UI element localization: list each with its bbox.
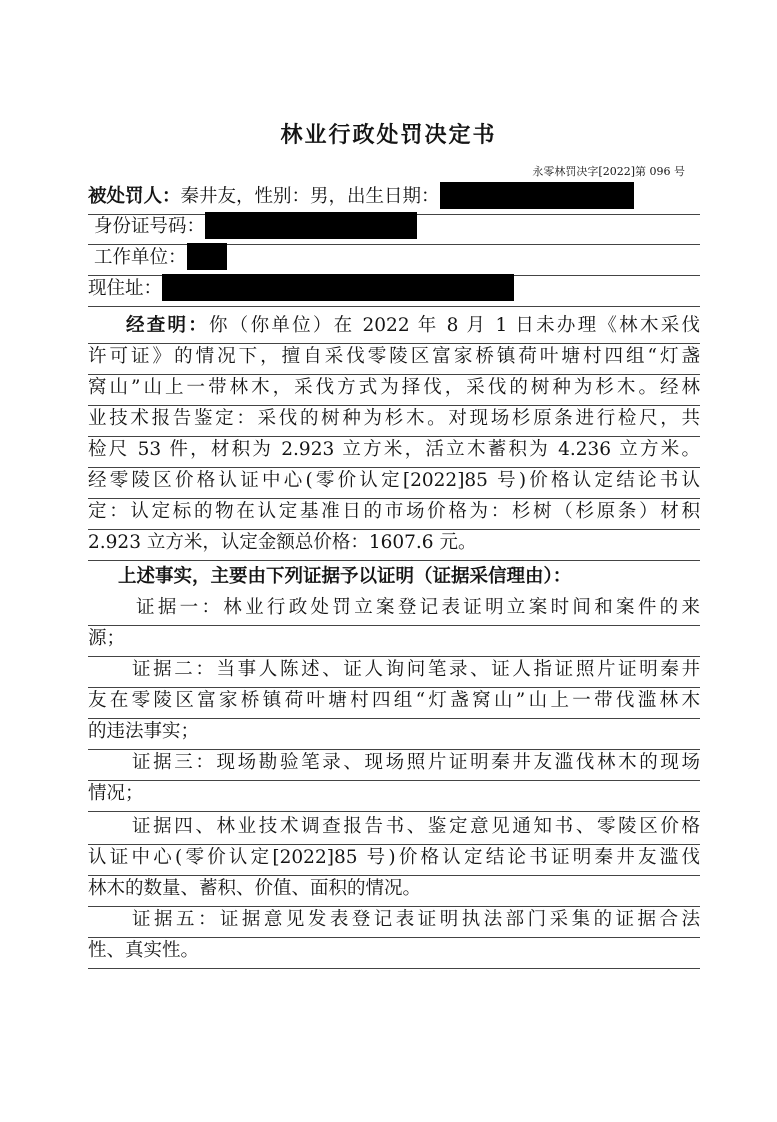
findings-line-1: 经查明：你（你单位）在 2022 年 8 月 1 日未办理《林木采伐 bbox=[88, 311, 700, 344]
evidence-2-line-3: 的违法事实； bbox=[88, 717, 700, 750]
redaction-id-number bbox=[205, 212, 417, 239]
findings-line-5: 检尺 53 件，材积为 2.923 立方米，活立木蓄积为 4.236 立方米。 bbox=[88, 435, 700, 468]
findings-line-7: 定：认定标的物在认定基准日的市场价格为：杉树（杉原条）材积 bbox=[88, 497, 700, 530]
findings-line-2: 许可证》的情况下，擅自采伐零陵区富家桥镇荷叶塘村四组“灯盏 bbox=[88, 342, 700, 375]
findings-line-4: 业技术报告鉴定：采伐的树种为杉木。对现场杉原条进行检尺，共 bbox=[88, 404, 700, 437]
work-label: 工作单位： bbox=[94, 247, 187, 268]
evidence-5-line-2: 性、真实性。 bbox=[88, 936, 700, 969]
findings-line-6: 经零陵区价格认证中心(零价认定[2022]85 号)价格认定结论书认 bbox=[88, 466, 700, 499]
evidence-3-line-1: 证据三：现场勘验笔录、现场照片证明秦井友滥伐林木的现场 bbox=[88, 748, 700, 781]
redaction-address bbox=[162, 274, 514, 301]
evidence-1-line-1: 证据一：林业行政处罚立案登记表证明立案时间和案件的来 bbox=[88, 593, 700, 626]
evidence-1-line-2: 源； bbox=[88, 624, 700, 657]
party-label: 被处罚人： bbox=[88, 186, 181, 207]
document-number: 永零林罚决字[2022]第 096 号 bbox=[532, 165, 685, 178]
findings-line-8: 2.923 立方米，认定金额总价格：1607.6 元。 bbox=[88, 528, 700, 561]
evidence-3-line-2: 情况； bbox=[88, 779, 700, 812]
party-line bbox=[88, 182, 700, 215]
evidence-4-line-2: 认证中心(零价认定[2022]85 号)价格认定结论书证明秦井友滥伐 bbox=[88, 843, 700, 876]
address-label: 现住址： bbox=[88, 278, 163, 299]
findings-label: 经查明： bbox=[126, 315, 210, 336]
evidence-5-line-1: 证据五：证据意见发表登记表证明执法部门采集的证据合法 bbox=[88, 905, 700, 938]
evidence-2-line-2: 友在零陵区富家桥镇荷叶塘村四组“灯盏窝山”山上一带伐滥林木 bbox=[88, 686, 700, 719]
redaction-work-unit bbox=[187, 243, 227, 270]
evidence-2-line-1: 证据二：当事人陈述、证人询问笔录、证人指证照片证明秦井 bbox=[88, 655, 700, 688]
evidence-heading: 上述事实，主要由下列证据予以证明（证据采信理由）： bbox=[118, 566, 572, 587]
address-line bbox=[88, 274, 700, 307]
work-line bbox=[88, 243, 700, 276]
findings-line-3: 窝山”山上一带林木，采伐方式为择伐，采伐的树种为杉木。经林 bbox=[88, 373, 700, 406]
redaction-birthdate bbox=[440, 182, 634, 209]
id-line bbox=[88, 212, 700, 245]
evidence-4-line-3: 林木的数量、蓄积、价值、面积的情况。 bbox=[88, 874, 700, 907]
id-label: 身份证号码： bbox=[94, 216, 206, 237]
party-name-gender: 秦井友，性别：男，出生日期： bbox=[180, 186, 440, 207]
evidence-4-line-1: 证据四、林业技术调查报告书、鉴定意见通知书、零陵区价格 bbox=[88, 812, 700, 845]
document-title: 林业行政处罚决定书 bbox=[280, 123, 497, 148]
